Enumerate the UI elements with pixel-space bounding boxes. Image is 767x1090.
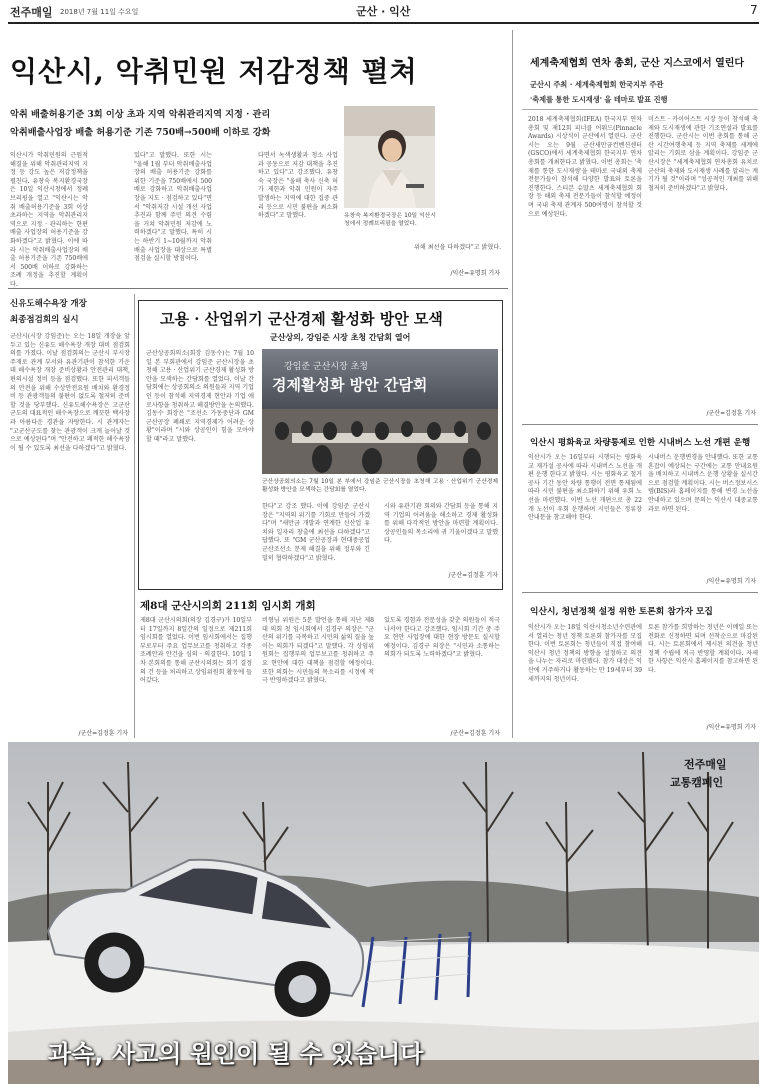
bus-byline: /익산=유명희 기자 [706,578,756,585]
youth-body-col2: 토론 참가를 희망하는 청년은 이메일 또는 전화로 신청하면 되며 선착순으로 마감된다. 시는 토론회에서 제시된 의견을 청년 정책 수립에 적극 반영할 계획이다. 자세한 사항은 익산시 홈페이지를 참고하면 된다. [648,624,758,674]
masthead-section: 군산 · 익산 [356,5,411,18]
campaign-slogan: 과속, 사고의 원인이 될 수 있습니다 [48,1040,424,1068]
economy-byline: /군산=김정훈 기자 [448,572,498,579]
festival-byline: /군산=김정훈 기자 [706,410,756,417]
bus-body-col1: 익산시가 오는 16일부터 시행되는 평화육교 재가설 공사에 따라 시내버스 노선을 개편 운행 한다고 밝혔다. 시는 평화육교 철거 공사 기간 동안 차량 통행이 전면 통제됨에 따라 시민 불편을 최소화하기 위해 우회 노선을 마련했다. 이번 노선 개편으로 총 22개 노선이 우회 운행하며 시민들은 정류장 안내문을 참고해야 한다. [528,454,642,522]
campaign-title-2: 교통캠페인 [670,776,724,789]
economy-subhead: 군산상의, 강임준 시장 초청 간담회 열어 [270,332,411,342]
youth-headline: 익산시, 청년정책 설정 위한 토론회 참가자 모집 [530,607,713,617]
campaign-photo [8,742,759,1084]
gunsan-divider [134,294,135,738]
masthead-page-number: 7 [750,3,758,17]
gunsan-byline: /군산=김정훈 기자 [78,730,128,737]
lead-subhead-2: 악취배출사업장 배출 허용기준 기존 750배→500배 이하로 강화 [10,127,271,138]
lead-headline: 익산시, 악취민원 저감정책 펼쳐 [10,55,418,88]
economy-photo [262,349,498,474]
masthead-paper-name: 전주매일 [10,6,53,19]
economy-banner-line1: 강임준 군산시장 초청 [284,362,368,372]
economy-headline: 고용 · 산업위기 군산경제 활성화 방안 모색 [160,310,443,328]
lead-body-col2: 있다"고 말했다. 또한 시는 "올해 1월 부터 악취배출사업장의 배출 허용기준 강화를 위한 기준을 750배에서 500배로 강화하고 악취배출사업장을 지도 · 점검하고 있다"면서 "악취저감 시설 개선 사업 추진과 함께 주민 의견 수렴을 거쳐 악취민원 저감에 노력하겠다"고 말했다. 특히 시는 하반기 1~10월까지 악취배출 사업장을 대상으로 특별점검을 실시할 방침이다. [134,152,212,263]
economy-body-col3: 시와 유관기관 회의와 간담회 등을 통해 지역 기업의 어려움을 해소하고 경제 활성화를 위해 다각적인 방안을 마련할 계획이다. 상공인들의 목소리에 귀 기울이겠다고 말했다. [384,503,498,545]
gunsan-title-1: 신유도해수욕장 개장 [10,299,87,309]
lead-byline: /익산=유명희 기자 [450,270,500,277]
festival-body-col2: 미스트 · 카이어스트 시장 등이 참석해 축제와 도시재생에 관한 기조연설과 발표를 진행한다. 군산시는 이번 총회를 통해 군산 시간여행축제 등 지역 축제를 세계에 알리는 기회로 삼을 계획이다. 강임준 군산시장은 "세계축제협회 연차총회 유치로 군산의 축제와 도시재생 사례를 알리는 계기가 될 것"이라며 "성공적인 개최를 위해 철저히 준비하겠다"고 밝혔다. [648,116,758,192]
festival-subhead-2: '축제를 통한 도시재생' 을 테마로 발표 진행 [530,95,668,104]
council-headline: 제8대 군산시의회 211회 임시회 개회 [140,600,316,612]
lead-body-col4: 위해 최선을 다하겠다"고 밝혔다. [414,244,502,251]
council-body-col2: 비형님 위원은 5분 발언을 통해 지난 제8대 의회 첫 임시회에서 김경구 의장은 "군산의 위기를 극복하고 시민의 삶의 질을 높이는 의회가 되겠다"고 말했다. 각 상임위원회는 집행부의 업무보고를 청취하고 주요 현안에 대한 대책을 점검할 예정이다. 또한 의회는 시민들의 목소리를 시정에 적극 반영하겠다고 밝혔다. [262,617,374,685]
bus-bottom-rule [522,592,758,593]
council-body-col1: 제8대 군산시의회(의장 김경구)가 10일부터 17일까지 8일간의 일정으로 제211회 임시회를 열었다. 이번 임시회에서는 집행부로부터 주요 업무보고를 청취하고 각종 조례안과 안건을 심의 · 의결한다. 10일 1차 본회의를 통해 군산시의회는 회기 결정의 건 등을 처리하고 상임위원회 활동에 들어갔다. [140,617,252,685]
lead-photo [344,106,435,208]
festival-body-col1: 2018 세계축제협회(IFEA) 한국지부 연차 총회 및 제12회 피너클 어워드(Pinnacle Awards) 시상식이 군산에서 열린다. 군산시는 오는 9월 군산새만금컨벤션센터(GSCO)에서 세계축제협회 한국지부 연차총회를 개최한다고 밝혔다. 이번 총회는 '축제를 통한 도시재생'을 테마로 국내외 축제 전문가들이 참석해 다양한 발표와 토론을 진행한다. 스티븐 슈말츠 세계축제협회 회장 등 해외 축제 전문가들이 참석할 예정이며 국내 축제 관계자 500여명이 참석할 것으로 예상된다. [528,116,642,218]
festival-subhead-rule [522,109,758,110]
lead-body-col3: 다면서 녹색생활과 청소 사업과 공동으로 저감 대책을 추진하고 있다"고 강조했다. 유창숙 국장은 "올해 축사 신축 허가 제한과 악취 민원이 자주 발생하는 지역에 대한 집중 관리 등으로 시민 불편을 최소화 하겠다"고 말했다. [258,152,338,220]
campaign-title-1: 전주매일 [684,758,727,771]
festival-bottom-rule [522,424,758,425]
right-column-divider [512,30,513,738]
masthead-date: 2018년 7월 11일 수요일 [60,8,139,16]
council-byline: /군산=김정훈 기자 [450,730,500,737]
bus-body-col2: 시내버스 운행변경을 안내했다. 또한 교통혼잡이 예상되는 구간에는 교통 안내요원을 배치하고 시내버스 운행 상황을 실시간으로 점검할 계획이다. 시는 버스정보시스템(BIS)과 홈페이지를 통해 변경 노선을 안내하고 있으며 문의는 익산시 대중교통과로 하면 된다. [648,454,758,513]
economy-body-col2: 한다"고 강조 했다. 이에 강임준 군산시장은 "지역의 위기를 기회로 만들어 가겠다"며 "새만금 개발과 연계한 신산업 유치와 일자리 창출에 최선을 다하겠다"고 답했다. 또 "GM 군산공장과 현대중공업 군산조선소 문제 해결을 위해 정부와 긴밀히 협력하겠다"고 밝혔다. [262,503,370,562]
festival-subhead-1: 군산시 주최 · 세계축제협회 한국지부 주관 [530,80,664,89]
economy-body-col1: 군산상공회의소(회장 김동수)는 7월 10일 본 부회관에서 강임준 군산시장을 초청해 고용 · 산업위기 군산경제 활성화 방안을 모색하는 간담회를 열었다. 이날 간담회에는 상공회의소 의원들과 지역 기업인 등이 참석해 지역경제 현안과 기업 애로사항을 청취하고 해결방안을 논의했다. 김동수 회장은 "조선소 가동중단과 GM 군산공장 폐쇄로 지역경제가 어려운 상황"이라며 "시와 상공인이 힘을 모아야 할 때"라고 말했다. [146,350,254,443]
gunsan-body: 군산시(시장 강임준)는 오는 18일 개장을 앞두고 있는 신유도 해수욕장 개장 대비 점검회의를 가졌다. 이날 점검회의는 군산시 부시장 주재로 관계 부서와 유관기관이 참석한 가운데 해수욕장 개장 준비상황과 안전관리 대책, 편의시설 정비 등을 점검했다. 또한 피서객들의 안전을 위해 수상안전요원 배치와 환경정비 등 관광객들의 불편이 없도록 철저히 준비할 것을 당부했다. 신유도해수욕장은 고군산군도의 대표적인 해수욕장으로 깨끗한 백사장과 아름다운 경관을 자랑한다. 시 관계자는 "고군산군도를 찾는 관광객이 크게 늘어날 것으로 예상된다"며 "안전하고 쾌적한 해수욕장이 될 수 있도록 최선을 다하겠다"고 밝혔다. [10,333,130,452]
economy-photo-caption: 군산상공회의소는 7월 10일 본 부에서 강임준 군산시장을 초청해 고용 · 산업위기 군산경제 활성화 방안을 모색하는 간담회를 열었다. [262,479,498,493]
festival-headline: 세계축제협회 연차 총회, 군산 지스코에서 열린다 [530,58,745,69]
bus-headline: 익산시 평화육교 차량통제로 인한 시내버스 노선 개편 운행 [530,438,751,448]
lead-bottom-rule [8,288,508,289]
lead-photo-caption: 유창숙 복지환경국장은 10일 익산시청에서 정례브리핑을 열었다. [344,213,436,227]
masthead-rule [8,22,759,24]
gunsan-title-2: 최종점검회의 실시 [10,315,79,325]
youth-byline: /익산=유명희 기자 [706,724,756,731]
youth-body-col1: 익산시가 오는 18일 익산시청소년수련관에서 열리는 청년 정책 토론회 참가자를 모집한다. 이번 토론회는 청년들이 직접 참여해 익산시 청년 정책의 방향을 설정하고 의견을 나누는 자리로 마련됐다. 참가 대상은 익산에 거주하거나 활동하는 만 19세부터 39세까지의 청년이다. [528,624,642,683]
lead-subhead-1: 악취 배출허용기준 3회 이상 초과 지역 악취관리지역 지정 · 관리 [10,109,271,120]
lead-body-col1: 익산시가 악취민원의 근원적 해결을 위해 악취관리지역 지정 등 강도 높은 저감정책을 펼친다. 유창숙 복지환경국장은 10일 익산시청에서 정례브리핑을 열고 "익산시는 악취 배출허용기준을 3회 이상 초과하는 지역을 악취관리지역으로 지정 · 관리하는 한편 배출 사업장의 허용기준을 강화하겠다"고 밝혔다. 이에 따라 시는 악취배출사업장의 배출 허용기준을 기존 750배에서 500배 이하로 강화하는 조례 개정을 추진할 계획이다. [10,152,88,288]
council-body-col3: 있도록 경험과 전문성을 갖춘 의원들이 적극 나서야 한다고 강조했다. 임시회 기간 중 주요 현안 사업장에 대한 현장 방문도 실시할 예정이다. 김경구 의장은 "시민과 소통하는 의회가 되도록 노력하겠다"고 밝혔다. [384,617,500,659]
economy-banner-line2: 경제활성화 방안 간담회 [272,376,428,394]
